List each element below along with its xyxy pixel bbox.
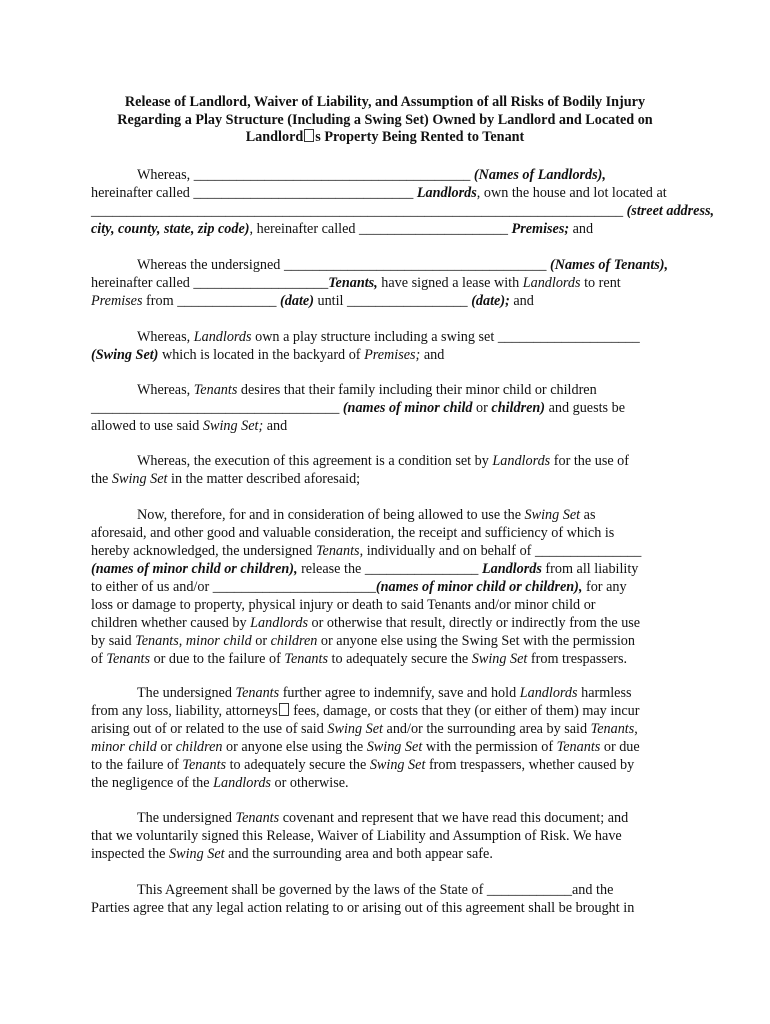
text-line: (Swing Set) which is located in the backyard of Premises; and [91,347,445,363]
blank-on-behalf-of[interactable]: _______________ [534,543,642,559]
blank-tenants-called[interactable]: ___________________ [193,275,329,291]
text-line: to either of us and/or _______________________(names of minor child or children), for any [91,579,627,595]
text-line: by said Tenants, minor child or children or anyone else using the Swing Set with the permission [91,633,635,649]
text-line: hereinafter called _______________________________ Landlords, own the house and lot located at [91,185,667,201]
text-line: hereby acknowledged, the undersigned Tenants, individually and on behalf of _______________ [91,543,642,559]
text-line: minor child or children or anyone else using the Swing Set with the permission of Tenants or due [91,739,640,755]
text-line: allowed to use said Swing Set; and [91,418,288,434]
text-line: The undersigned Tenants covenant and represent that we have read this document; and [137,810,629,826]
paragraph-minor-children [91,381,681,435]
paragraph-indemnify [91,684,681,792]
blank-swing-set[interactable]: ____________________ [497,329,640,345]
text-line: This Agreement shall be governed by the laws of the State of ____________and the [137,882,614,898]
title-line-3: Landlord s Property Being Rented to Tenant [245,129,525,146]
blank-either-of-us[interactable]: _______________________ [212,579,376,595]
paragraph-condition [91,452,681,488]
text-line: hereinafter called ___________________Tenants, have signed a lease with Landlords to rent [91,275,621,291]
blank-end-date[interactable]: _________________ [347,293,468,309]
blank-premises[interactable]: _____________________ [359,221,508,237]
text-line: the negligence of the Landlords or otherwise. [91,775,349,791]
text-line: ___________________________________________________________________________ (street address, [91,203,715,219]
text-line: of Tenants or due to the failure of Tenants to adequately secure the Swing Set from trespassers. [91,651,628,667]
paragraph-covenant [91,809,681,863]
text-line: children whether caused by Landlords or otherwise that result, directly or indirectly from the use [91,615,641,631]
text-line: Whereas, the execution of this agreement is a condition set by Landlords for the use of [137,453,629,469]
text-line: that we voluntarily signed this Release, Waiver of Liability and Assumption of Risk. We have [91,828,622,844]
blank-state[interactable]: ____________ [486,882,572,898]
text-line: aforesaid, and other good and valuable consideration, the receipt and sufficiency of which is [91,525,615,541]
document-title [60,94,710,147]
paragraph-tenants [91,256,681,310]
text-line: (names of minor child or children), release the ________________ Landlords from all liability [91,561,639,577]
text-line: ___________________________________ (names of minor child or children) and guests be [91,400,626,416]
paragraph-swing-set [91,328,681,364]
paragraph-landlords [91,166,715,238]
blank-start-date[interactable]: ______________ [177,293,277,309]
paragraph-release [91,506,681,668]
blank-landlords-called[interactable]: _______________________________ [193,185,414,201]
paragraph-governing-law [91,881,681,917]
text-line: Whereas, Landlords own a play structure including a swing set ____________________ [137,329,640,345]
missing-glyph-box [279,703,289,716]
text-line: Now, therefore, for and in consideration of being allowed to use the Swing Set as [137,507,596,523]
text-line: Whereas, _______________________________________ (Names of Landlords), [137,167,606,183]
blank-names-of-minor-children[interactable]: ___________________________________ [91,400,340,416]
text-line: Whereas, Tenants desires that their family including their minor child or children [137,382,597,398]
text-line: from any loss, liability, attorneys fees, damage, or costs that they (or either of them) may incur [91,703,640,719]
text-line: Parties agree that any legal action relating to or arising out of this agreement shall be brought in [91,900,635,916]
title-line-2: Regarding a Play Structure (Including a Swing Set) Owned by Landlord and Located on [117,111,653,128]
text-line: loss or damage to property, physical injury or death to said Tenants and/or minor child or [91,597,596,613]
text-line: arising out of or related to the use of said Swing Set and/or the surrounding area by said Tenants, [91,721,638,737]
text-line: to the failure of Tenants to adequately secure the Swing Set from trespassers, whether caused by [91,757,635,773]
text-line: inspected the Swing Set and the surrounding area and both appear safe. [91,846,493,862]
title-line-1: Release of Landlord, Waiver of Liability, and Assumption of all Risks of Bodily Injury [124,94,646,110]
text-line: Whereas the undersigned _____________________________________ (Names of Tenants), [137,257,669,273]
blank-street-address[interactable]: ___________________________________________________________________________ [91,203,624,219]
text-line: the Swing Set in the matter described aforesaid; [91,471,361,487]
blank-names-of-landlords[interactable]: _______________________________________ [193,167,471,183]
text-line: city, county, state, zip code), hereinafter called _____________________ Premises; and [91,221,594,237]
missing-glyph-box [304,129,314,142]
text-line: The undersigned Tenants further agree to indemnify, save and hold Landlords harmless [137,685,632,701]
blank-release-the[interactable]: ________________ [364,561,479,577]
blank-names-of-tenants[interactable]: _____________________________________ [283,257,547,273]
text-line: Premises from ______________ (date) until _________________ (date); and [91,293,534,309]
